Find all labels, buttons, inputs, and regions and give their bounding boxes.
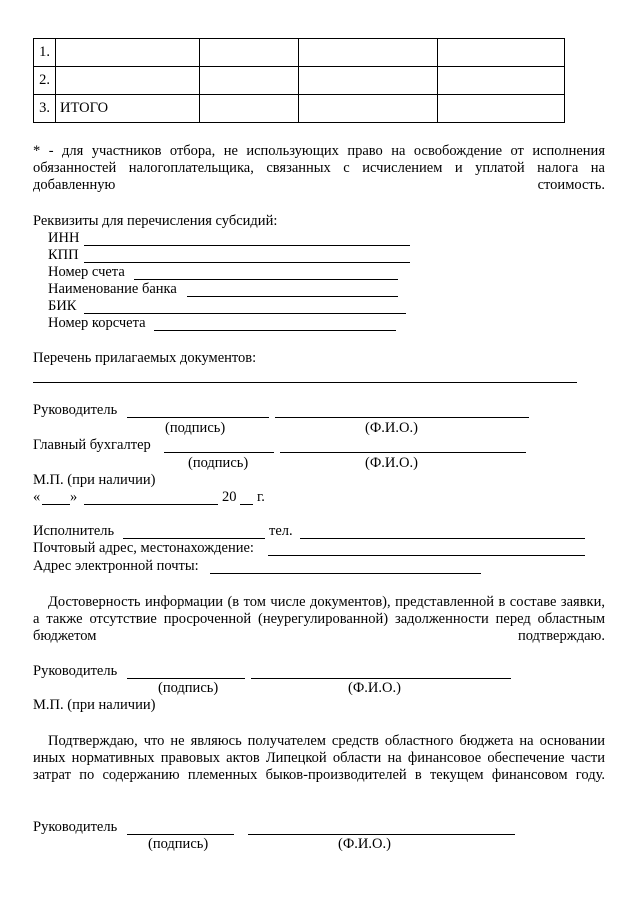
head-signature-field[interactable] [127,678,245,679]
kpp-label: КПП [48,247,79,263]
confirmation-paragraph: Достоверность информации (в том числе документов), представленной в составе заявки, а также отсутствие просроченной (неурегулированной) задолженности перед областным бюджетом подтверждаю. [33,594,605,644]
table-row [34,95,565,123]
inn-field[interactable] [84,245,410,246]
phone-field[interactable] [300,538,585,539]
fio-caption: (Ф.И.О.) [365,455,418,471]
head-fio-field[interactable] [275,417,529,418]
head-label: Руководитель [33,402,118,418]
table-cell [438,67,565,95]
head-fio-field[interactable] [248,834,515,835]
kpp-field[interactable] [84,262,410,263]
table-cell [438,95,565,123]
executor-field[interactable] [123,538,265,539]
footnote: * - для участников отбора, не использующих право на освобождение от исполнения обязанностей налогоплательщика, связанных с исчислением и уплатой налога на добавленную стоимость. [33,143,605,193]
stamp-label: М.П. (при наличии) [33,697,156,713]
bik-label: БИК [48,298,77,314]
stamp-label: М.П. (при наличии) [33,472,156,488]
accountant-fio-field[interactable] [280,452,526,453]
fio-caption: (Ф.И.О.) [365,420,418,436]
totals-table [33,38,565,123]
signature-caption: (подпись) [188,455,249,471]
head-label: Руководитель [33,819,118,835]
postal-label: Почтовый адрес, местонахождение: [33,540,254,556]
row-label [56,39,200,67]
table-row [34,67,565,95]
date-open-quote: « [33,489,41,505]
row-label-total: ИТОГО [56,95,200,123]
date-day-field[interactable] [42,504,70,505]
table-cell [299,67,438,95]
signature-caption: (подпись) [165,420,226,436]
table-cell [299,95,438,123]
email-field[interactable] [210,573,481,574]
signature-caption: (подпись) [158,680,219,696]
email-label: Адрес электронной почты: [33,558,199,574]
fio-caption: (Ф.И.О.) [338,836,391,852]
corr-field[interactable] [154,330,396,331]
table-cell [299,39,438,67]
bank-field[interactable] [187,296,398,297]
non-recipient-paragraph: Подтверждаю, что не являюсь получателем средств областного бюджета на основании иных нормативных правовых актов Липецкой области на финансовое обеспечение части затрат по содержанию племенных быков-производителей в текущем финансовом году. [33,733,605,783]
head-signature-field[interactable] [127,834,234,835]
head-label: Руководитель [33,663,118,679]
date-suffix: г. [257,489,265,505]
account-label: Номер счета [48,264,125,280]
fio-caption: (Ф.И.О.) [348,680,401,696]
row-number: 3. [34,95,56,123]
row-label [56,67,200,95]
corr-label: Номер корсчета [48,315,146,331]
bik-field[interactable] [84,313,406,314]
bank-label: Наименование банка [48,281,177,297]
account-field[interactable] [134,279,398,280]
docs-field[interactable] [33,382,577,383]
postal-field[interactable] [268,555,585,556]
docs-title: Перечень прилагаемых документов: [33,350,257,366]
accountant-signature-field[interactable] [164,452,274,453]
date-close-quote: » [70,489,78,505]
row-number: 2. [34,67,56,95]
chief-accountant-label: Главный бухгалтер [33,437,151,453]
table-cell [200,95,299,123]
date-year-field[interactable] [240,504,253,505]
inn-label: ИНН [48,230,80,246]
table-cell [200,39,299,67]
table-cell [438,39,565,67]
executor-label: Исполнитель [33,523,115,539]
requisites-title: Реквизиты для перечисления субсидий: [33,213,278,229]
table-row [34,39,565,67]
head-fio-field[interactable] [251,678,511,679]
table-cell [200,67,299,95]
head-signature-field[interactable] [127,417,269,418]
date-month-field[interactable] [84,504,218,505]
signature-caption: (подпись) [148,836,209,852]
date-year-prefix: 20 [222,489,237,505]
phone-label: тел. [269,523,293,539]
row-number: 1. [34,39,56,67]
